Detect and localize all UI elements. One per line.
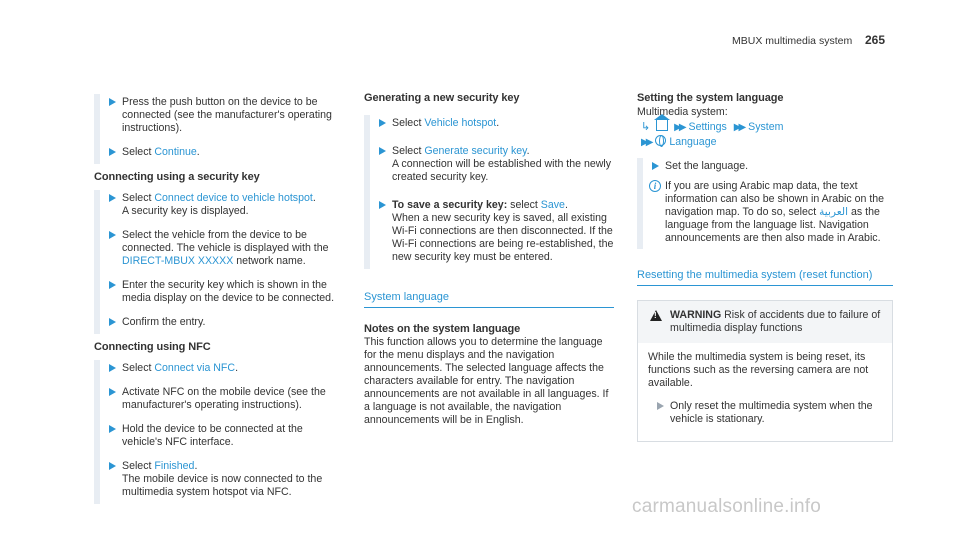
column-3 — [637, 91, 893, 442]
chevron-double-icon: ▶▶ — [674, 122, 684, 133]
heading-nfc: Connecting using NFC — [94, 341, 211, 353]
warning-triangle-icon — [650, 310, 662, 321]
warning-label: WARNING — [670, 309, 722, 321]
column-1 — [94, 94, 344, 504]
generate-key-link[interactable]: Generate security key — [424, 145, 527, 157]
warning-box — [637, 300, 893, 442]
notes-text: This function allows you to determine the language for the menu displays and the navigation announcements. The selected language affects the characters available for entry. The navigation announcements are not available in all languages. If a language is not available, the navigation announcements will be in English. — [364, 336, 609, 426]
return-arrow-icon: ↳ — [641, 121, 651, 133]
finished-link[interactable]: Finished — [154, 460, 195, 472]
step-select-finished: Select Finished. The mobile device is now connected to the multimedia system hotspot via NFC. — [94, 458, 344, 504]
triangle-right-icon — [379, 119, 388, 128]
step-press-button — [94, 94, 344, 140]
continue-link[interactable]: Continue — [154, 146, 197, 158]
triangle-right-icon — [109, 318, 118, 327]
triangle-right-icon — [109, 425, 118, 434]
triangle-right-icon — [109, 281, 118, 290]
path-system[interactable]: System — [748, 121, 784, 133]
step-generate-key: Select Generate security key. A connection will be established with the newly created security key. — [364, 143, 614, 189]
step-text: Press the push button on the device to be connected (see the manufacturer's operating instructions). — [122, 96, 332, 134]
step-confirm: Confirm the entry. — [94, 314, 344, 334]
watermark: carmanualsonline.info — [632, 496, 822, 517]
connect-hotspot-link[interactable]: Connect device to vehicle hotspot — [154, 192, 313, 204]
triangle-right-icon — [109, 98, 118, 107]
chevron-double-icon: ▶▶ — [641, 137, 651, 148]
step-enter-key: Enter the security key which is shown in the media display on the device to be connected. — [94, 277, 344, 310]
note-arabic: i If you are using Arabic map data, the text information can also be shown in Arabic on the navigation map. To do so, select العربية as the language from the language list. Navigation announcements are then also made in Arabic. — [637, 178, 893, 249]
section-system-language: System language — [364, 291, 614, 308]
heading-set-language: Setting the system language — [637, 92, 784, 104]
step-activate-nfc: Activate NFC on the mobile device (see the manufacturer's operating instructions). — [94, 384, 344, 417]
triangle-right-icon — [109, 364, 118, 373]
warning-body: While the multimedia system is being reset, its functions such as the reversing camera are not available. Only reset the multimedia system when the vehicle is stationary. — [638, 343, 892, 441]
heading-security-key: Connecting using a security key — [94, 171, 260, 183]
triangle-right-icon — [379, 201, 388, 210]
chevron-double-icon: ▶▶ — [733, 122, 744, 133]
path-settings[interactable]: Settings — [688, 121, 727, 133]
triangle-right-icon — [657, 402, 666, 411]
page-number: 265 — [865, 33, 886, 47]
step-select-nfc: Select Connect via NFC. — [94, 360, 344, 380]
step-vehicle-hotspot: Select Vehicle hotspot. — [364, 115, 614, 135]
triangle-right-icon — [109, 194, 118, 203]
info-icon: i — [649, 180, 661, 192]
triangle-right-icon — [109, 388, 118, 397]
triangle-right-icon — [109, 231, 118, 240]
step-save-key: To save a security key: select Save. When a new security key is saved, all existing Wi-Fi connections are then disconnected. If the Wi-Fi connections are being re-established, the new security key must be entered. — [364, 197, 614, 269]
connect-nfc-link[interactable]: Connect via NFC — [154, 362, 236, 374]
save-link[interactable]: Save — [540, 199, 565, 211]
arabic-link[interactable]: العربية — [819, 206, 849, 218]
step-reset-only: Only reset the multimedia system when the vehicle is stationary. — [648, 398, 882, 431]
page-header — [732, 35, 932, 49]
home-icon — [656, 120, 668, 131]
network-name: DIRECT-MBUX XXXXX — [122, 255, 234, 267]
step-set-language: Set the language. — [637, 158, 893, 178]
step-select-vehicle: Select the vehicle from the device to be connected. The vehicle is displayed with the DIRECT-MBUX XXXXX network name. — [94, 227, 344, 273]
triangle-right-icon — [109, 148, 118, 157]
triangle-right-icon — [652, 162, 661, 171]
step-connect-device: Select Connect device to vehicle hotspot. A security key is displayed. — [94, 190, 344, 223]
step-select-continue: Select Continue. — [94, 144, 344, 164]
header-title: MBUX multimedia system — [732, 35, 853, 47]
path-intro: Multimedia system: — [637, 106, 728, 118]
warning-header: ! WARNING Risk of accidents due to failure of multimedia display functions — [638, 301, 892, 343]
step-hold-device: Hold the device to be connected at the vehicle's NFC interface. — [94, 421, 344, 454]
column-2 — [364, 91, 614, 427]
heading-generate-key: Generating a new security key — [364, 92, 520, 104]
section-reset: Resetting the multimedia system (reset function) — [637, 269, 893, 286]
menu-path — [637, 105, 893, 150]
triangle-right-icon — [109, 462, 118, 471]
triangle-right-icon — [379, 147, 388, 156]
vehicle-hotspot-link[interactable]: Vehicle hotspot — [424, 117, 497, 129]
globe-icon — [655, 135, 666, 146]
path-language[interactable]: Language — [669, 136, 717, 148]
heading-notes-language: Notes on the system language — [364, 323, 521, 335]
